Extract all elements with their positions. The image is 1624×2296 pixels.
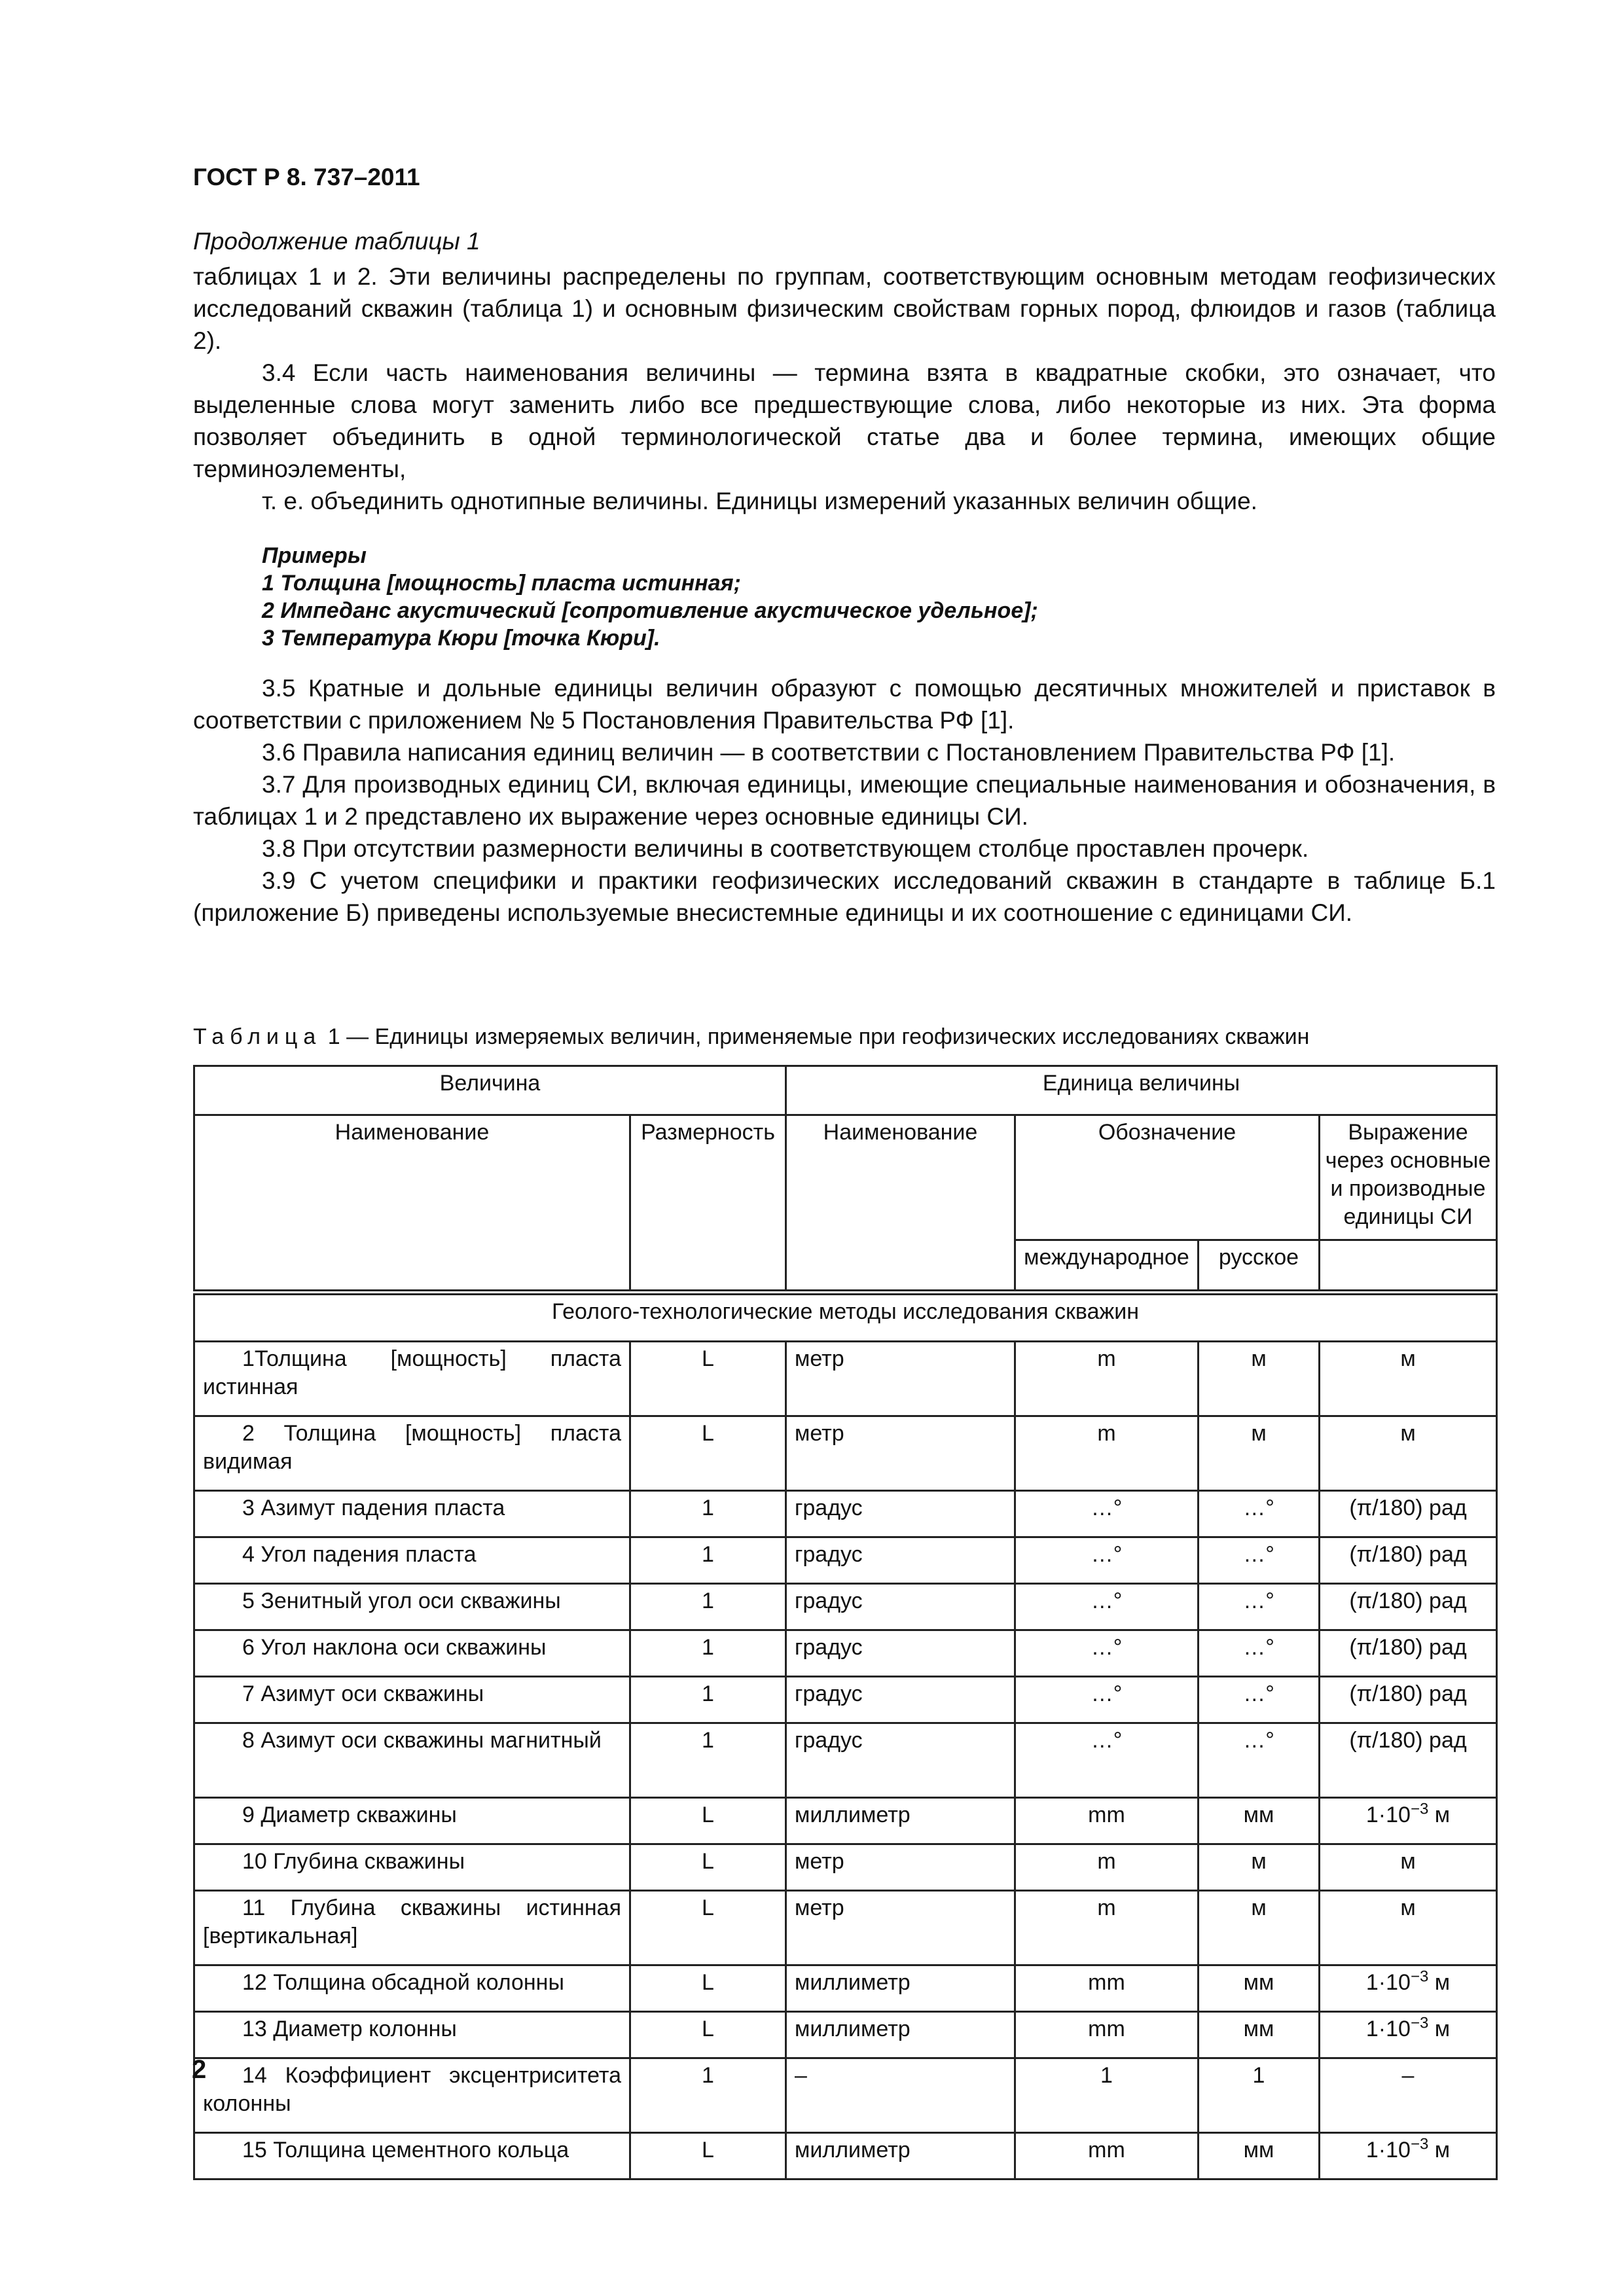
international-designation-cell: m	[1015, 1844, 1199, 1891]
international-designation-cell: mm	[1015, 2133, 1199, 2179]
si-expression-cell: м	[1320, 1891, 1497, 1965]
table-row	[194, 1891, 1497, 1965]
unit-name-cell: градус	[786, 1537, 1015, 1584]
unit-name-cell: миллиметр	[786, 2012, 1015, 2058]
russian-designation-cell: …°	[1199, 1630, 1320, 1677]
quantity-name-cell: 13 Диаметр колонны	[194, 2012, 630, 2058]
table-row	[194, 1584, 1497, 1630]
unit-name-cell: градус	[786, 1677, 1015, 1723]
dimension-cell: 1	[630, 1723, 786, 1798]
si-expression-unit: м	[1428, 2138, 1451, 2162]
unit-name-cell: метр	[786, 1342, 1015, 1416]
dimension-cell: L	[630, 1965, 786, 2012]
quantity-name-cell: 7 Азимут оси скважины	[194, 1677, 630, 1723]
header-empty-cell	[1320, 1240, 1497, 1293]
russian-designation-cell: мм	[1199, 2012, 1320, 2058]
si-expression-exponent: −3	[1410, 1800, 1429, 1818]
si-expression-cell: (π/180) рад	[1320, 1537, 1497, 1584]
table-continuation-note: Продолжение таблицы 1	[193, 228, 480, 255]
table-row	[194, 2058, 1497, 2133]
paragraph: 3.6 Правила написания единиц величин — в соответствии с Постановлением Правительства РФ [1].	[262, 739, 1396, 766]
si-expression-base: 1·10	[1365, 1803, 1411, 1827]
international-designation-cell: m	[1015, 1342, 1199, 1416]
examples-heading: Примеры	[262, 543, 367, 568]
si-expression-cell	[1320, 1965, 1497, 2012]
dimension-cell: L	[630, 1342, 786, 1416]
unit-name-cell: миллиметр	[786, 2133, 1015, 2179]
unit-name-cell: градус	[786, 1723, 1015, 1798]
example-item: 1 Толщина [мощность] пласта истинная;	[262, 571, 741, 596]
si-expression-cell: (π/180) рад	[1320, 1630, 1497, 1677]
russian-designation-cell: …°	[1199, 1491, 1320, 1537]
international-designation-cell: mm	[1015, 1798, 1199, 1844]
russian-designation-cell: …°	[1199, 1537, 1320, 1584]
header-unit-name: Наименование	[786, 1115, 1015, 1293]
international-designation-cell: …°	[1015, 1723, 1199, 1798]
si-expression-base: 1·10	[1365, 2017, 1411, 2041]
table-row	[194, 1491, 1497, 1537]
quantity-name-cell: 15 Толщина цементного кольца	[194, 2133, 630, 2179]
table-row	[194, 1723, 1497, 1798]
paragraph: 3.7 Для производных единиц СИ, включая единицы, имеющие специальные наименования и обозначения, в таблицах 1 и 2 представлено их выражение через основные единицы СИ.	[193, 771, 1496, 830]
dimension-cell: 1	[630, 1584, 786, 1630]
table-row	[194, 1630, 1497, 1677]
quantity-name-cell: 11 Глубина скважины истинная [вертикальная]	[194, 1891, 630, 1965]
unit-name-cell: градус	[786, 1630, 1015, 1677]
international-designation-cell: …°	[1015, 1491, 1199, 1537]
dimension-cell: L	[630, 1844, 786, 1891]
russian-designation-cell: …°	[1199, 1584, 1320, 1630]
si-expression-cell: м	[1320, 1342, 1497, 1416]
table-row	[194, 1965, 1497, 2012]
si-expression-cell: (π/180) рад	[1320, 1677, 1497, 1723]
russian-designation-cell: м	[1199, 1342, 1320, 1416]
si-expression-exponent: −3	[1410, 2135, 1429, 2153]
dimension-cell: L	[630, 1416, 786, 1491]
quantity-name-cell: 1Толщина [мощность] пласта истинная	[194, 1342, 630, 1416]
example-item: 3 Температура Кюри [точка Кюри].	[262, 626, 660, 651]
si-expression-cell: (π/180) рад	[1320, 1723, 1497, 1798]
quantity-name-cell: 4 Угол падения пласта	[194, 1537, 630, 1584]
section-title: Геолого-технологические методы исследования скважин	[194, 1293, 1497, 1342]
table-row	[194, 1798, 1497, 1844]
international-designation-cell: mm	[1015, 1965, 1199, 2012]
si-expression-base: 1·10	[1365, 2138, 1411, 2162]
dimension-cell: L	[630, 2133, 786, 2179]
russian-designation-cell: …°	[1199, 1723, 1320, 1798]
unit-name-cell: метр	[786, 1844, 1015, 1891]
header-russian: русское	[1199, 1240, 1320, 1293]
russian-designation-cell: …°	[1199, 1677, 1320, 1723]
table-row	[194, 1677, 1497, 1723]
quantity-name-cell: 6 Угол наклона оси скважины	[194, 1630, 630, 1677]
si-expression-exponent: −3	[1410, 1967, 1429, 1986]
russian-designation-cell: 1	[1199, 2058, 1320, 2133]
table-caption-label: Таблица	[193, 1024, 322, 1049]
international-designation-cell: …°	[1015, 1630, 1199, 1677]
international-designation-cell: …°	[1015, 1584, 1199, 1630]
header-expression: Выражение через основные и производные единицы СИ	[1320, 1115, 1497, 1240]
table-row	[194, 2012, 1497, 2058]
quantity-name-cell: 10 Глубина скважины	[194, 1844, 630, 1891]
paragraph: таблицах 1 и 2. Эти величины распределены по группам, соответствующим основным методам геофизических исследований скважин (таблица 1) и основным физическим свойствам горных пород, флюидов и газов (таблица 2).	[193, 263, 1496, 354]
russian-designation-cell: мм	[1199, 1798, 1320, 1844]
russian-designation-cell: мм	[1199, 2133, 1320, 2179]
example-item: 2 Импеданс акустический [сопротивление акустическое удельное];	[262, 598, 1038, 623]
table-header-row	[194, 1066, 1497, 1115]
unit-name-cell: метр	[786, 1416, 1015, 1491]
si-expression-cell: (π/180) рад	[1320, 1491, 1497, 1537]
page-number: 2	[192, 2055, 207, 2084]
russian-designation-cell: м	[1199, 1844, 1320, 1891]
header-designation: Обозначение	[1015, 1115, 1320, 1240]
si-expression-unit: м	[1428, 1970, 1451, 1995]
header-name: Наименование	[194, 1115, 630, 1293]
si-expression-cell: (π/180) рад	[1320, 1584, 1497, 1630]
paragraph: т. е. объединить однотипные величины. Единицы измерений указанных величин общие.	[262, 488, 1257, 514]
dimension-cell: L	[630, 2012, 786, 2058]
table-row	[194, 1844, 1497, 1891]
russian-designation-cell: м	[1199, 1416, 1320, 1491]
unit-name-cell: градус	[786, 1491, 1015, 1537]
standard-code: ГОСТ Р 8. 737–2011	[193, 164, 420, 190]
table-section-row	[194, 1293, 1497, 1342]
table-row	[194, 1342, 1497, 1416]
quantity-name-cell: 14 Коэффициент эксцентриситета колонны	[194, 2058, 630, 2133]
header-international: международное	[1015, 1240, 1199, 1293]
si-expression-unit: м	[1428, 2017, 1451, 2041]
quantity-name-cell: 3 Азимут падения пласта	[194, 1491, 630, 1537]
international-designation-cell: m	[1015, 1891, 1199, 1965]
dimension-cell: 1	[630, 1491, 786, 1537]
paragraph: 3.4 Если часть наименования величины — термина взята в квадратные скобки, это означает, что выделенные слова могут заменить либо все предшествующие слова, либо некоторые из них. Эта форма позволяет объединить в одной терминологической статье два и более термина, имеющих общие терминоэлементы,	[193, 359, 1496, 482]
table-header-row	[194, 1115, 1497, 1240]
si-expression-cell: –	[1320, 2058, 1497, 2133]
dimension-cell: L	[630, 1798, 786, 1844]
international-designation-cell: m	[1015, 1416, 1199, 1491]
international-designation-cell: 1	[1015, 2058, 1199, 2133]
si-expression-unit: м	[1428, 1803, 1451, 1827]
international-designation-cell: …°	[1015, 1677, 1199, 1723]
table-row	[194, 1416, 1497, 1491]
quantity-name-cell: 8 Азимут оси скважины магнитный	[194, 1723, 630, 1798]
international-designation-cell: mm	[1015, 2012, 1199, 2058]
quantity-name-cell: 9 Диаметр скважины	[194, 1798, 630, 1844]
unit-name-cell: миллиметр	[786, 1798, 1015, 1844]
si-expression-exponent: −3	[1410, 2014, 1429, 2032]
si-expression-cell: м	[1320, 1416, 1497, 1491]
si-expression-cell	[1320, 2133, 1497, 2179]
unit-name-cell: метр	[786, 1891, 1015, 1965]
quantity-name-cell: 12 Толщина обсадной колонны	[194, 1965, 630, 2012]
body-text	[193, 260, 1496, 929]
dimension-cell: 1	[630, 2058, 786, 2133]
paragraph: 3.5 Кратные и дольные единицы величин образуют с помощью десятичных множителей и приставок в соответствии с приложением № 5 Постановления Правительства РФ [1].	[193, 675, 1496, 734]
header-unit: Единица величины	[786, 1066, 1497, 1115]
table-caption-text: 1 — Единицы измеряемых величин, применяемые при геофизических исследованиях скважин	[321, 1024, 1310, 1049]
dimension-cell: 1	[630, 1677, 786, 1723]
header-quantity: Величина	[194, 1066, 786, 1115]
quantity-name-cell: 2 Толщина [мощность] пласта видимая	[194, 1416, 630, 1491]
russian-designation-cell: м	[1199, 1891, 1320, 1965]
dimension-cell: 1	[630, 1630, 786, 1677]
units-table	[193, 1065, 1498, 2180]
si-expression-cell	[1320, 1798, 1497, 1844]
si-expression-cell: м	[1320, 1844, 1497, 1891]
unit-name-cell: градус	[786, 1584, 1015, 1630]
unit-name-cell: –	[786, 2058, 1015, 2133]
paragraph: 3.8 При отсутствии размерности величины в соответствующем столбце проставлен прочерк.	[262, 835, 1309, 862]
quantity-name-cell: 5 Зенитный угол оси скважины	[194, 1584, 630, 1630]
international-designation-cell: …°	[1015, 1537, 1199, 1584]
examples-block	[262, 542, 1496, 652]
unit-name-cell: миллиметр	[786, 1965, 1015, 2012]
header-dimension: Размерность	[630, 1115, 786, 1293]
table-row	[194, 1537, 1497, 1584]
dimension-cell: L	[630, 1891, 786, 1965]
russian-designation-cell: мм	[1199, 1965, 1320, 2012]
si-expression-cell	[1320, 2012, 1497, 2058]
si-expression-base: 1·10	[1365, 1970, 1411, 1995]
table-row	[194, 2133, 1497, 2179]
dimension-cell: 1	[630, 1537, 786, 1584]
table-caption	[193, 1024, 1309, 1050]
paragraph: 3.9 С учетом специфики и практики геофизических исследований скважин в стандарте в таблице Б.1 (приложение Б) приведены используемые внесистемные единицы и их соотношение с единицами СИ.	[193, 867, 1496, 926]
